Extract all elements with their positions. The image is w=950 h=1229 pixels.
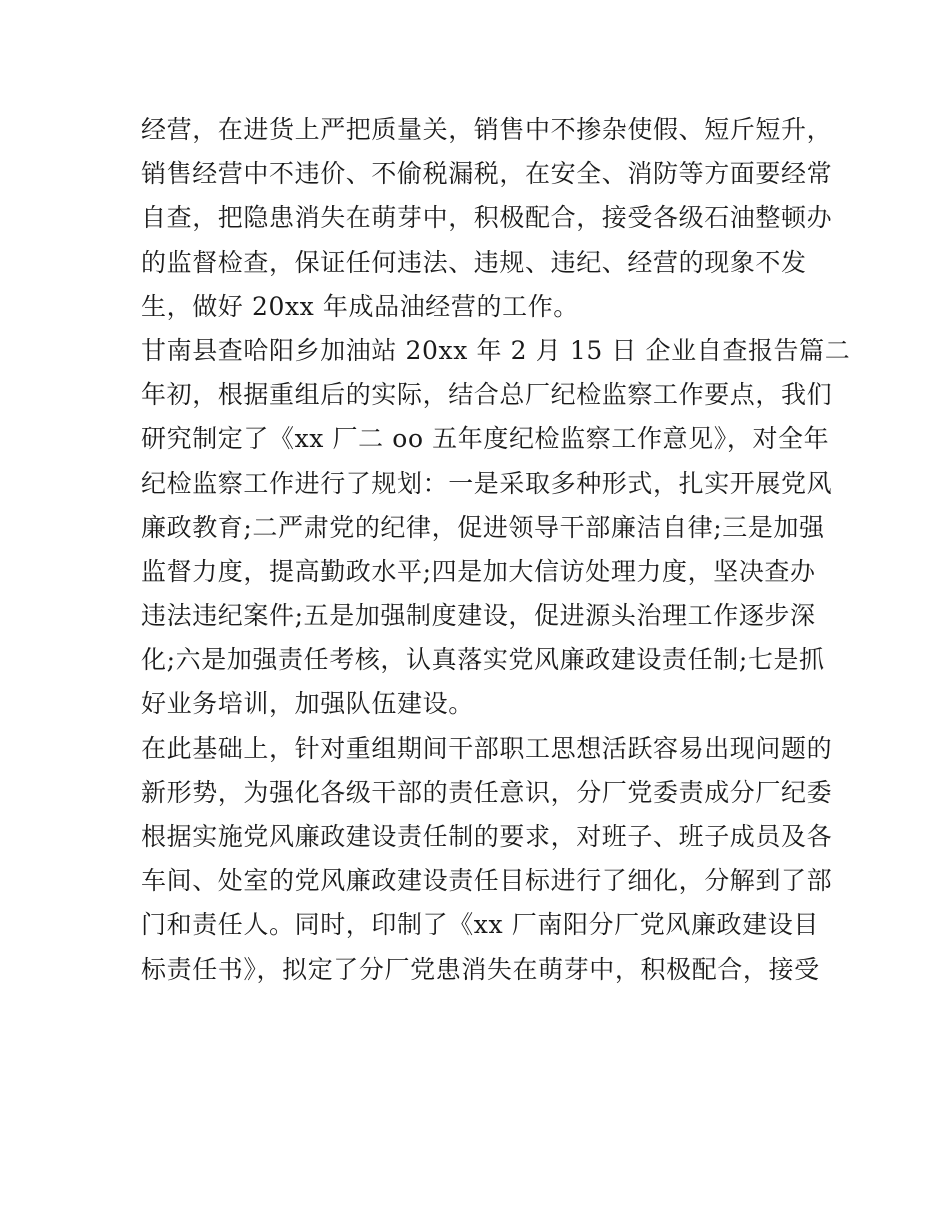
text-line: 好业务培训，加强队伍建设。 — [141, 689, 474, 719]
text-line: 纪检监察工作进行了规划：一是采取多种形式，扎实开展党风 — [141, 468, 833, 498]
text-line: 车间、处室的党风廉政建设责任目标进行了细化，分解到了部 — [141, 866, 833, 896]
text-line: 的监督检查，保证任何违法、违规、违纪、经营的现象不发 — [141, 247, 807, 277]
text-line: 违法违纪案件;五是加强制度建设，促进源头治理工作逐步深 — [141, 601, 816, 631]
text-line: 销售经营中不违价、不偷税漏税，在安全、消防等方面要经常 — [141, 159, 833, 189]
text-line: 年初，根据重组后的实际，结合总厂纪检监察工作要点，我们 — [141, 380, 833, 410]
text-line: 新形势，为强化各级干部的责任意识，分厂党委责成分厂纪委 — [141, 777, 833, 807]
text-line: 标责任书》，拟定了分厂党患消失在萌芽中，积极配合，接受 — [141, 954, 820, 984]
body-text — [141, 108, 851, 992]
text-line: 研究制定了《xx 厂二 oo 五年度纪检监察工作意见》，对全年 — [141, 424, 830, 454]
text-line: 自查，把隐患消失在萌芽中，积极配合，接受各级石油整顿办 — [141, 203, 833, 233]
text-line: 根据实施党风廉政建设责任制的要求，对班子、班子成员及各 — [141, 822, 833, 851]
text-line: 生，做好 20xx 年成品油经营的工作。 — [141, 291, 579, 321]
text-line: 经营，在进货上严把质量关，销售中不掺杂使假、短斤短升， — [141, 115, 833, 144]
text-line: 在此基础上，针对重组期间干部职工思想活跃容易出现问题的 — [141, 733, 833, 763]
text-line: 化;六是加强责任考核，认真落实党风廉政建设责任制;七是抓 — [141, 645, 825, 675]
text-line: 门和责任人。同时，印制了《xx 厂南阳分厂党风廉政建设目 — [141, 910, 819, 940]
text-line: 廉政教育;二严肃党的纪律，促进领导干部廉洁自律;三是加强 — [141, 512, 825, 542]
text-line: 甘南县查哈阳乡加油站 20xx 年 2 月 15 日 企业自查报告篇二 — [141, 335, 851, 365]
text-line: 监督力度，提高勤政水平;四是加大信访处理力度，坚决查办 — [141, 556, 816, 586]
